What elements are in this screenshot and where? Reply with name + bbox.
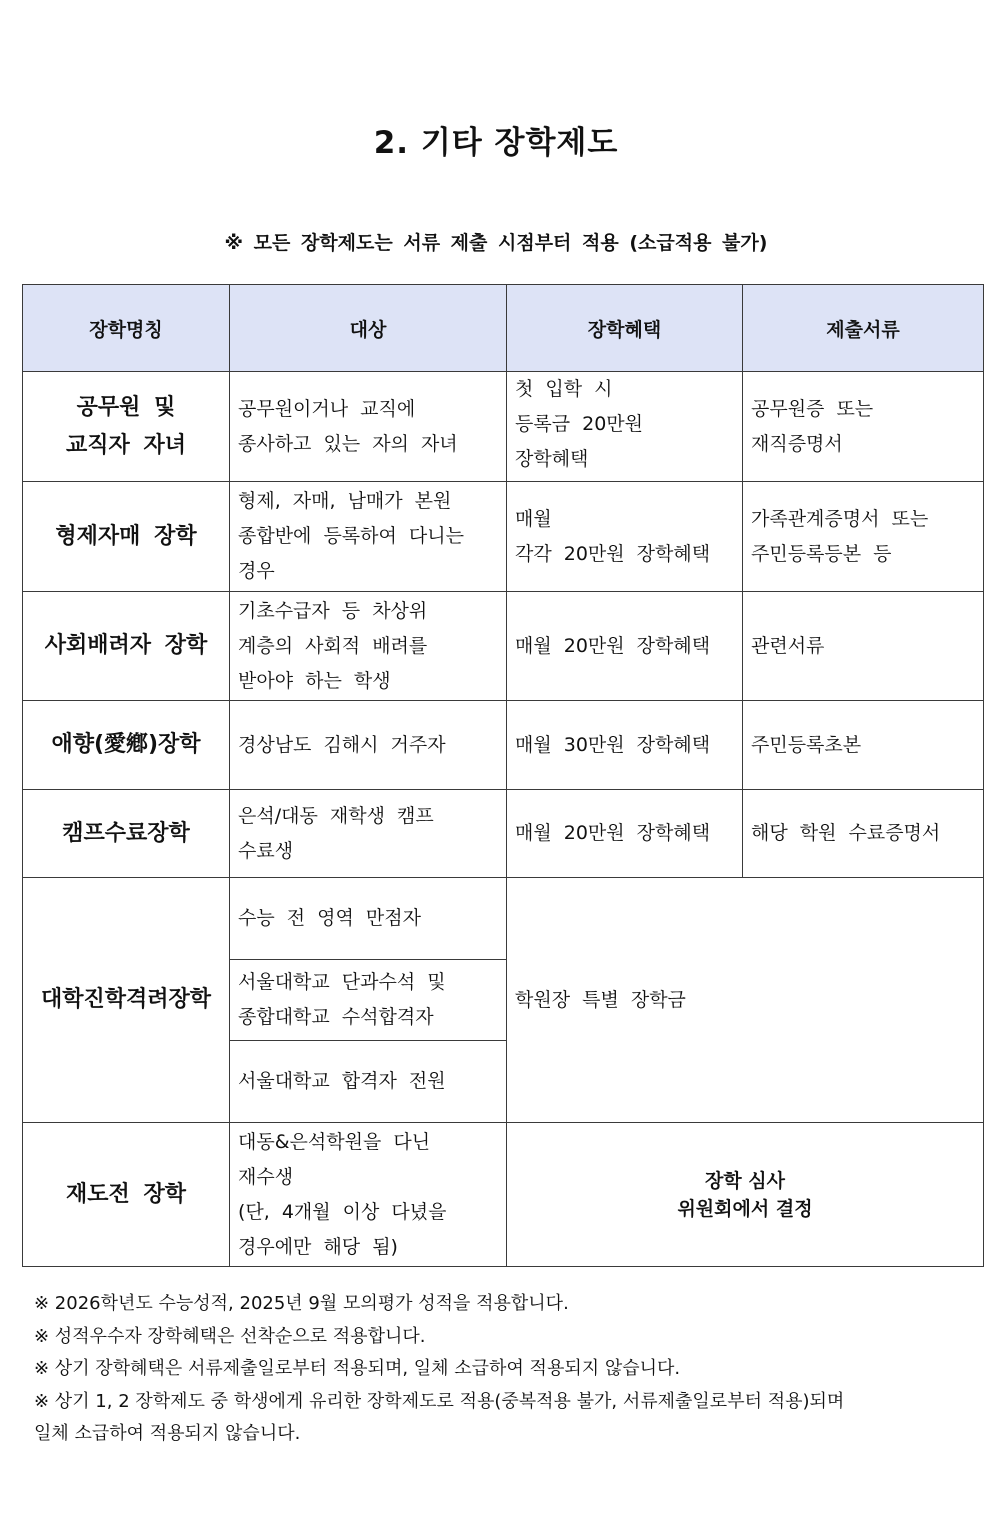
- footnote: ※ 성적우수자 장학혜택은 선착순으로 적용합니다.: [34, 1325, 426, 1347]
- docs-cell: 주민등록초본: [743, 701, 984, 790]
- table-header-row: [23, 285, 984, 372]
- footnote: ※ 2026학년도 수능성적, 2025년 9월 모의평가 성적을 적용합니다.: [34, 1293, 569, 1314]
- text-line: 계층의 사회적 배려를: [238, 634, 428, 657]
- scholarship-name: 재도전 장학: [23, 1123, 230, 1267]
- scholarship-name: 캠프수료장학: [23, 790, 230, 878]
- footnote: ※ 상기 장학혜택은 서류제출일로부터 적용되며, 일체 소급하여 적용되지 않습니다.: [34, 1358, 681, 1379]
- header-docs: 제출서류: [743, 285, 984, 372]
- footnote: ※ 상기 1, 2 장학제도 중 학생에게 유리한 장학제도로 적용(중복적용 불가, 서류제출일로부터 적용)되며: [34, 1390, 845, 1412]
- scholarship-name: [23, 372, 230, 482]
- text-line: 은석/대동 재학생 캠프: [238, 804, 434, 827]
- scholarship-name: 대학진학격려장학: [23, 878, 230, 1123]
- text-line: 첫 입학 시: [515, 378, 613, 400]
- text-line: 재수생: [238, 1165, 294, 1188]
- notice-line: ※ 모든 장학제도는 서류 제출 시점부터 적용 (소급적용 불가): [224, 232, 768, 254]
- benefit-cell: [507, 372, 743, 482]
- text-line: (단, 4개월 이상 다녔을: [238, 1200, 447, 1223]
- docs-cell: 관련서류: [743, 592, 984, 701]
- header-name: 장학명칭: [23, 285, 230, 372]
- text-line: 재직증명서: [751, 432, 843, 455]
- benefit-cell: 학원장 특별 장학금: [507, 878, 984, 1123]
- text-line: 공무원증 또는: [751, 397, 874, 420]
- target-cell: [230, 790, 507, 878]
- table-row: [23, 592, 984, 701]
- benefit-cell: 매월 20만원 장학혜택: [507, 790, 743, 878]
- text-line: 종합대학교 수석합격자: [238, 1006, 434, 1028]
- scholarship-name: 사회배려자 장학: [23, 592, 230, 701]
- header-target: 대상: [230, 285, 507, 372]
- benefit-cell: [507, 1123, 984, 1267]
- name-line: 공무원 및: [76, 394, 176, 420]
- benefit-cell: 매월 20만원 장학혜택: [507, 592, 743, 701]
- text-line: 종사하고 있는 자의 자녀: [238, 432, 458, 455]
- target-cell: 서울대학교 합격자 전원: [230, 1041, 507, 1123]
- scholarship-name: 형제자매 장학: [23, 482, 230, 592]
- text-line: 등록금 20만원: [515, 413, 643, 435]
- table-row: [23, 372, 984, 482]
- target-cell: 경상남도 김해시 거주자: [230, 701, 507, 790]
- text-line: 형제, 자매, 남매가 본원: [238, 490, 452, 512]
- text-line: 경우에만 해당 됨): [238, 1235, 398, 1258]
- target-cell: [230, 482, 507, 592]
- table-row: [23, 1123, 984, 1267]
- benefit-cell: 매월 30만원 장학혜택: [507, 701, 743, 790]
- text-line: 경우: [238, 560, 275, 582]
- docs-cell: 해당 학원 수료증명서: [743, 790, 984, 878]
- text-line: 각각 20만원 장학혜택: [515, 542, 711, 565]
- table-row: [23, 790, 984, 878]
- benefit-cell: [507, 482, 743, 592]
- text-line: 장학 심사: [704, 1169, 786, 1192]
- text-line: 공무원이거나 교직에: [238, 397, 416, 420]
- target-cell: [230, 1123, 507, 1267]
- page-title: 2. 기타 장학제도: [373, 125, 619, 161]
- text-line: 기초수급자 등 차상위: [238, 599, 428, 622]
- target-cell: [230, 592, 507, 701]
- target-cell: [230, 372, 507, 482]
- docs-cell: [743, 372, 984, 482]
- text-line: 위원회에서 결정: [677, 1197, 813, 1220]
- docs-cell: [743, 482, 984, 592]
- target-cell: 수능 전 영역 만점자: [230, 878, 507, 960]
- scholarship-table: [22, 284, 984, 1267]
- text-line: 수료생: [238, 839, 294, 862]
- text-line: 가족관계증명서 또는: [751, 507, 929, 530]
- text-line: 대동&은석학원을 다닌: [238, 1130, 431, 1153]
- text-line: 종합반에 등록하여 다니는: [238, 525, 464, 547]
- text-line: 매월: [515, 507, 552, 530]
- target-cell: [230, 960, 507, 1041]
- footnotes: [34, 1288, 964, 1451]
- footnote: 일체 소급하여 적용되지 않습니다.: [34, 1423, 301, 1444]
- table-row: [23, 878, 984, 960]
- text-line: 장학혜택: [515, 448, 589, 470]
- name-line: 교직자 자녀: [66, 432, 186, 458]
- text-line: 서울대학교 단과수석 및: [238, 971, 446, 993]
- text-line: 주민등록등본 등: [751, 542, 892, 565]
- text-line: 받아야 하는 학생: [238, 669, 391, 692]
- scholarship-name: 애향(愛鄕)장학: [23, 701, 230, 790]
- table-row: [23, 701, 984, 790]
- header-benefit: 장학혜택: [507, 285, 743, 372]
- table-row: [23, 482, 984, 592]
